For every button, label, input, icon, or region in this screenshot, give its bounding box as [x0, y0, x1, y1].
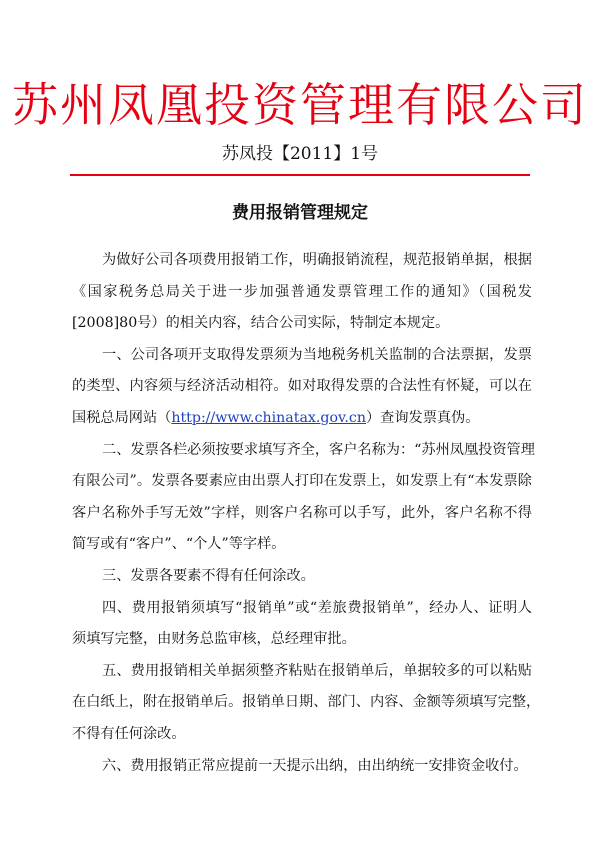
paragraph-line: 为做好公司各项费用报销工作，明确报销流程，规范报销单据，根据 [102, 252, 532, 268]
intro-paragraph [72, 245, 532, 340]
paragraph-line: 一、公司各项开支取得发票须为当地税务机关监制的合法票据，发票 [102, 346, 532, 363]
clause-1-paragraph [72, 340, 532, 435]
paragraph-line: 四、费用报销须填写“报销单”或“差旅费报销单”，经办人、证明人 [102, 599, 532, 616]
paragraph-line: 五、费用报销相关单据须整齐粘贴在报销单后，单据较多的可以粘贴 [102, 662, 532, 679]
paragraph-line: 有限公司”。发票各要素应由出票人打印在发票上，如发票上有“本发票除 [72, 473, 532, 490]
clause-6-paragraph [72, 751, 532, 783]
paragraph-line: [2008]80号）的相关内容，结合公司实际，特制定本规定。 [72, 315, 450, 332]
clause-3-paragraph [72, 561, 532, 593]
paragraph-line: 二、发票各栏必须按要求填写齐全，客户名称为：“苏州凤凰投资管理 [102, 441, 535, 458]
paragraph-line: 《国家税务总局关于进一步加强普通发票管理工作的通知》（国税发 [72, 283, 532, 300]
link-prefix-text: 国税总局网站（ [72, 409, 172, 426]
clause-4-paragraph [72, 593, 532, 656]
paragraph-line [72, 403, 532, 435]
document-body [72, 245, 541, 782]
paragraph-line: 客户名称外手写无效”字样，则客户名称可以手写，此外，客户名称不得 [72, 504, 532, 521]
letterhead-divider [70, 174, 530, 176]
chinatax-website-link[interactable]: http://www.chinatax.gov.cn [171, 409, 366, 426]
paragraph-line: 不得有任何涂改。 [72, 725, 186, 742]
document-title: 费用报销管理规定 [232, 203, 368, 223]
document-number: 苏凤投【2011】1号 [221, 144, 379, 164]
paragraph-line: 须填写完整，由财务总监审核，总经理审批。 [72, 631, 356, 648]
clause-5-paragraph [72, 656, 541, 751]
paragraph-line: 三、发票各要素不得有任何涂改。 [102, 567, 315, 584]
link-suffix-text: ）查询发票真伪。 [365, 409, 480, 426]
paragraph-line: 六、费用报销正常应提前一天提示出纳，由出纳统一安排资金收付。 [102, 757, 528, 774]
paragraph-line: 的类型、内容须与经济活动相符。如对取得发票的合法性有怀疑，可以在 [72, 378, 532, 395]
company-letterhead-name: 苏州凤凰投资管理有限公司 [12, 78, 588, 132]
paragraph-line: 简写或有“客户”、“个人”等字样。 [72, 536, 286, 553]
paragraph-line: 在白纸上，附在报销单后。报销单日期、部门、内容、金额等须填写完整， [72, 694, 541, 711]
clause-2-paragraph [72, 435, 535, 561]
